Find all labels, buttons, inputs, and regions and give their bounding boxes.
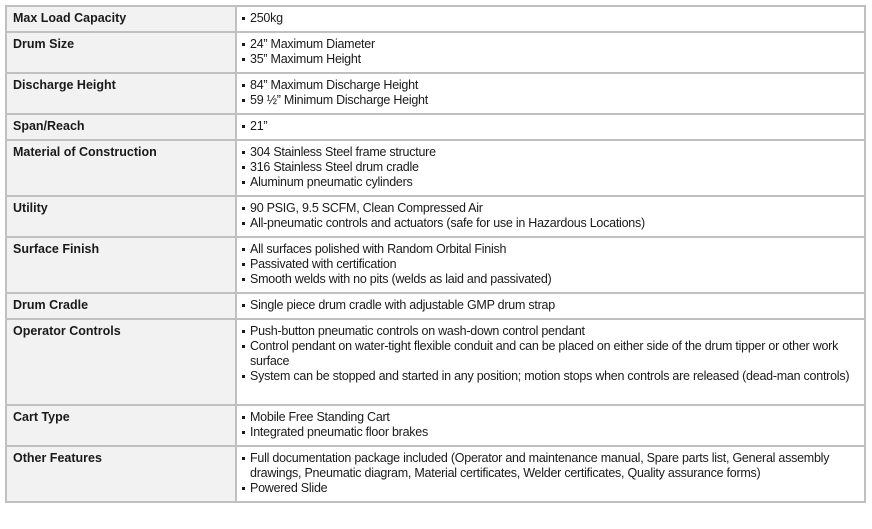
spec-value-item: [242, 175, 856, 190]
spec-label-cell: [6, 319, 236, 405]
spec-value-text: System can be stopped and started in any position; motion stops when controls are released (dead-man controls): [250, 369, 850, 383]
spec-value-item: [242, 272, 856, 287]
spec-value-text: Full documentation package included (Operator and maintenance manual, Spare parts list, General assembly drawings, Pneumatic diagram, Material certificates, Welder certificates, Quality assurance forms): [250, 451, 830, 480]
spec-label-cell: [6, 6, 236, 32]
spec-value-text: 84” Maximum Discharge Height: [250, 78, 419, 92]
spec-row-drum-cradle: [6, 293, 865, 319]
spec-value-item: [242, 481, 856, 496]
spec-value-text: 24” Maximum Diameter: [250, 37, 375, 51]
spec-value-item: [242, 242, 856, 257]
spec-value-cell: [236, 73, 865, 114]
spec-value-list: [237, 294, 864, 317]
spec-value-text: Mobile Free Standing Cart: [250, 410, 390, 424]
bullet-icon: [242, 487, 245, 490]
spec-value-item: [242, 52, 856, 67]
spec-label: Drum Size: [13, 37, 75, 51]
spec-value-text: 316 Stainless Steel drum cradle: [250, 160, 419, 174]
bullet-icon: [242, 431, 245, 434]
spec-label-cell: [6, 73, 236, 114]
spec-label-cell: [6, 32, 236, 73]
spec-value-item: [242, 78, 856, 93]
spec-value-item: [242, 339, 856, 369]
bullet-icon: [242, 330, 245, 333]
spec-row-discharge-height: [6, 73, 865, 114]
spec-value-text: 250kg: [250, 11, 283, 25]
bullet-icon: [242, 58, 245, 61]
bullet-icon: [242, 416, 245, 419]
bullet-icon: [242, 207, 245, 210]
bullet-icon: [242, 166, 245, 169]
spec-value-list: [237, 406, 864, 444]
bullet-icon: [242, 17, 245, 20]
bullet-icon: [242, 375, 245, 378]
spec-row-utility: [6, 196, 865, 237]
spec-value-text: Single piece drum cradle with adjustable GMP drum strap: [250, 298, 555, 312]
spec-label: Drum Cradle: [13, 298, 89, 312]
spec-label: Discharge Height: [13, 78, 116, 92]
spec-value-cell: [236, 32, 865, 73]
spec-label: Cart Type: [13, 410, 70, 424]
bullet-icon: [242, 457, 245, 460]
spec-value-list: [237, 197, 864, 235]
spec-label-cell: [6, 405, 236, 446]
spec-table: [5, 5, 866, 503]
spec-value-text: All-pneumatic controls and actuators (safe for use in Hazardous Locations): [250, 216, 645, 230]
bullet-icon: [242, 99, 245, 102]
spec-value-text: Passivated with certification: [250, 257, 397, 271]
spec-value-cell: [236, 6, 865, 32]
spec-value-cell: [236, 293, 865, 319]
spec-value-list: [237, 74, 864, 112]
spec-value-text: Aluminum pneumatic cylinders: [250, 175, 413, 189]
spec-value-item: [242, 369, 856, 384]
spec-row-material-of-construction: [6, 140, 865, 196]
spec-value-list: [237, 447, 864, 500]
spec-value-cell: [236, 319, 865, 405]
bullet-icon: [242, 263, 245, 266]
spec-value-cell: [236, 405, 865, 446]
spec-value-cell: [236, 140, 865, 196]
spec-label-cell: [6, 446, 236, 502]
spec-value-item: [242, 425, 856, 440]
spec-row-cart-type: [6, 405, 865, 446]
bullet-icon: [242, 181, 245, 184]
bullet-icon: [242, 248, 245, 251]
spec-value-text: 304 Stainless Steel frame structure: [250, 145, 436, 159]
spec-row-other-features: [6, 446, 865, 502]
spec-label: Material of Construction: [13, 145, 157, 159]
spec-row-operator-controls: [6, 319, 865, 405]
spec-value-text: 35” Maximum Height: [250, 52, 361, 66]
spec-value-item: [242, 11, 856, 26]
spec-value-list: [237, 320, 864, 388]
spec-value-list: [237, 7, 864, 30]
bullet-icon: [242, 222, 245, 225]
bullet-icon: [242, 125, 245, 128]
spec-row-drum-size: [6, 32, 865, 73]
spec-row-max-load-capacity: [6, 6, 865, 32]
spec-label: Operator Controls: [13, 324, 121, 338]
spec-label: Max Load Capacity: [13, 11, 127, 25]
spec-row-surface-finish: [6, 237, 865, 293]
spec-value-cell: [236, 446, 865, 502]
spec-value-item: [242, 37, 856, 52]
spec-value-item: [242, 119, 856, 134]
spec-value-cell: [236, 114, 865, 140]
spec-value-list: [237, 141, 864, 194]
spec-value-list: [237, 115, 864, 138]
spec-label-cell: [6, 196, 236, 237]
spec-label: Other Features: [13, 451, 102, 465]
spec-value-item: [242, 93, 856, 108]
spec-value-list: [237, 33, 864, 71]
bullet-icon: [242, 278, 245, 281]
spec-label-cell: [6, 293, 236, 319]
spec-label-cell: [6, 140, 236, 196]
spec-value-item: [242, 451, 856, 481]
spec-value-text: 59 ½” Minimum Discharge Height: [250, 93, 428, 107]
spec-value-cell: [236, 237, 865, 293]
spec-value-item: [242, 410, 856, 425]
spec-row-span-reach: [6, 114, 865, 140]
spec-value-text: Smooth welds with no pits (welds as laid and passivated): [250, 272, 552, 286]
spec-label: Utility: [13, 201, 48, 215]
bullet-icon: [242, 304, 245, 307]
spec-value-text: Powered Slide: [250, 481, 328, 495]
spec-value-item: [242, 145, 856, 160]
spec-value-text: 90 PSIG, 9.5 SCFM, Clean Compressed Air: [250, 201, 483, 215]
spec-value-item: [242, 257, 856, 272]
spec-value-text: Push-button pneumatic controls on wash-down control pendant: [250, 324, 585, 338]
spec-value-text: 21”: [250, 119, 268, 133]
spec-value-item: [242, 201, 856, 216]
bullet-icon: [242, 43, 245, 46]
spec-label-cell: [6, 114, 236, 140]
bullet-icon: [242, 345, 245, 348]
spec-value-item: [242, 324, 856, 339]
bullet-icon: [242, 84, 245, 87]
spec-value-list: [237, 238, 864, 291]
spec-value-text: All surfaces polished with Random Orbital Finish: [250, 242, 507, 256]
spec-label: Surface Finish: [13, 242, 100, 256]
spec-value-text: Integrated pneumatic floor brakes: [250, 425, 428, 439]
spec-value-text: Control pendant on water-tight flexible conduit and can be placed on either side of the drum tipper or other work surface: [250, 339, 839, 368]
spec-value-item: [242, 160, 856, 175]
spec-label: Span/Reach: [13, 119, 85, 133]
spec-value-cell: [236, 196, 865, 237]
spec-value-item: [242, 298, 856, 313]
spec-label-cell: [6, 237, 236, 293]
bullet-icon: [242, 151, 245, 154]
spec-value-item: [242, 216, 856, 231]
